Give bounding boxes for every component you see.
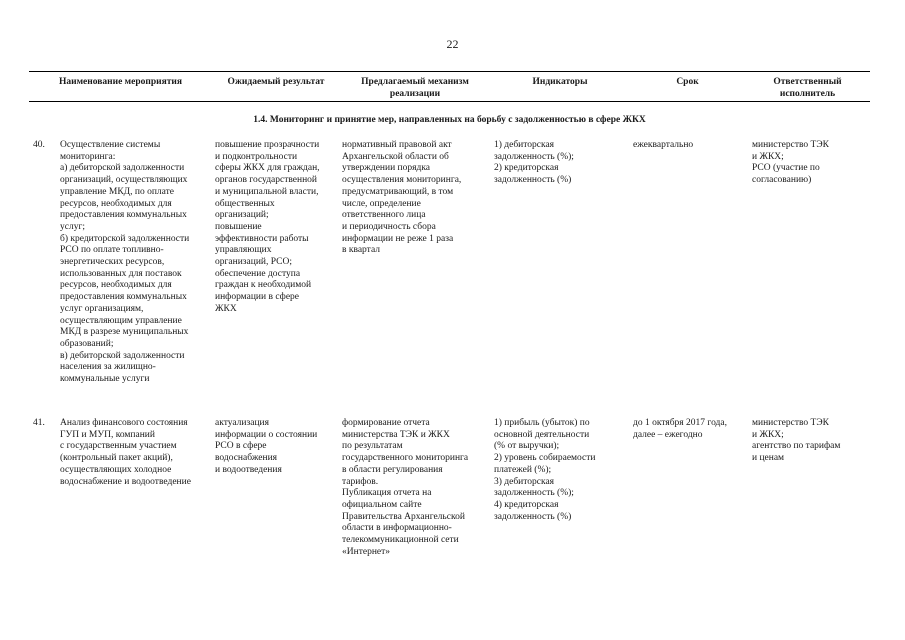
header-expected-result: Ожидаемый результат [227, 77, 325, 87]
section-title: 1.4. Мониторинг и принятие мер, направленных на борьбу с задолженностью в сфере ЖКХ [253, 115, 646, 125]
header-term: Срок [676, 77, 699, 87]
row-expected-result: повышение прозрачности и подконтрольности сферы ЖКХ для граждан, органов государственной и муниципальной власти, общественных организаций; повышение эффективности работы управляющих организаций, РСО; обеспечение доступа граждан к необходимой информации в сфере ЖКХ [215, 140, 320, 314]
row-indicators: 1) прибыль (убыток) по основной деятельности (% от выручки); 2) уровень собираемости платежей (%); 3) дебиторская задолженность (%); 4) кредиторская задолженность (%) [494, 418, 596, 522]
row-event-name: Анализ финансового состояния ГУП и МУП, компаний с государственным участием (контрольный пакет акций), осуществляющих холодное водоснабжение и водоотведение [60, 418, 191, 487]
table-header-top-border [29, 71, 870, 72]
row-indicators: 1) дебиторская задолженность (%); 2) кредиторская задолженность (%) [494, 140, 574, 186]
header-responsible: Ответственный исполнитель [773, 77, 842, 99]
row-mechanism: формирование отчета министерства ТЭК и ЖКХ по результатам государственного мониторинга в области регулирования тарифов. Публикация отчета на официальном сайте Правительства Архангельской области в информационно- телекоммуникационной сети «Интернет» [342, 418, 469, 557]
row-mechanism: нормативный правовой акт Архангельской области об утверждении порядка осуществления мониторинга, предусматривающий, в том числе, определение ответственного лица и периодичность сбора информации не реже 1 раза в квартал [342, 140, 462, 256]
row-term: до 1 октября 2017 года, далее – ежегодно [633, 418, 727, 440]
row-number: 40. [33, 140, 45, 150]
page-number: 22 [446, 37, 459, 51]
header-event-name: Наименование мероприятия [58, 77, 183, 87]
row-term: ежеквартально [633, 140, 694, 150]
table-header-bottom-border [29, 101, 870, 102]
header-mechanism: Предлагаемый механизм реализации [361, 77, 469, 99]
row-event-name: Осуществление системы мониторинга: а) дебиторской задолженности организаций, осуществляющих управление МКД, по оплате ресурсов, необходимых для предоставления коммунальных услуг; б) кредиторской задолженности РСО по оплате топливно- энергетических ресурсов, использованных для поставок ресурсов, необходимых для предоставления коммунальных услуг организациям, осуществляющим управление МКД в разрезе муниципальных образований; в) дебиторской задолженности населения за жилищно- коммунальные услуги [60, 140, 190, 385]
row-number: 41. [33, 418, 45, 428]
row-expected-result: актуализация информации о состоянии РСО в сфере водоснабжения и водоотведения [215, 418, 318, 475]
row-responsible: министерство ТЭК и ЖКХ; РСО (участие по согласованию) [752, 140, 829, 186]
row-responsible: министерство ТЭК и ЖКХ; агентство по тарифам и ценам [752, 418, 841, 464]
header-indicators: Индикаторы [532, 77, 588, 87]
